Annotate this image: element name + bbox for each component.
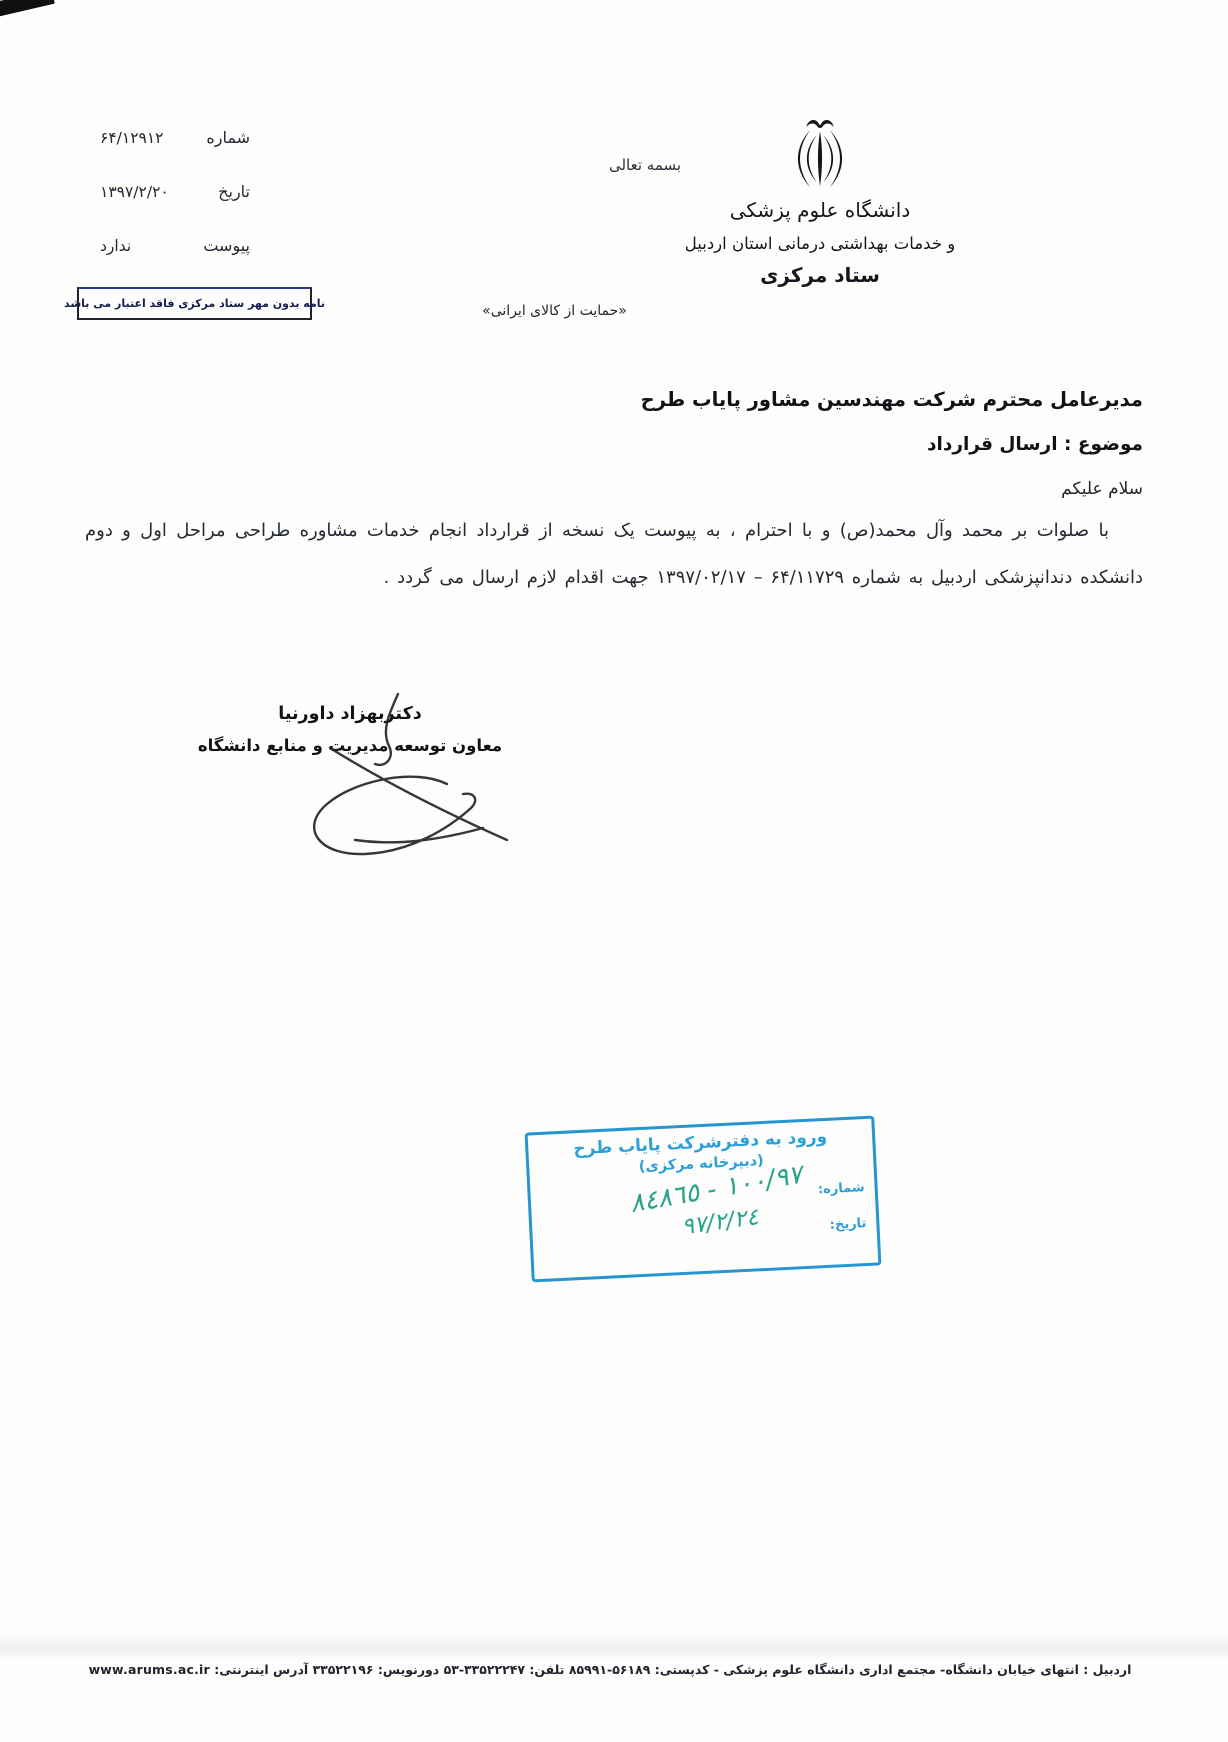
scan-smudge-band <box>0 1634 1228 1660</box>
iran-emblem-icon <box>784 116 856 196</box>
university-subtitle: و خدمات بهداشتی درمانی استان اردبیل <box>684 234 956 253</box>
footer-address: اردبیل : انتهای خیابان دانشگاه- مجتمع اداری دانشگاه علوم پزشکی - کدپستی: ۵۶۱۸۹-۸۵۹۹۱ تلفن: ۳۳۵۲۲۲۴۷-۵۳ دورنویس: ۳۳۵۲۲۱۹۶ آدرس اینترنتی: <box>214 1662 1132 1677</box>
letter-number-row <box>100 128 250 182</box>
recipient-line: مدیرعامل محترم شرکت مهندسین مشاور پایاب طرح <box>640 388 1143 411</box>
stamp-date-label: تاریخ: <box>829 1215 867 1233</box>
footer-url: www.arums.ac.ir <box>88 1662 210 1677</box>
body-paragraph: با صلوات بر محمد وآل محمد(ص) و با احترام ، به پیوست یک نسخه از قرارداد انجام خدمات مشاوره طراحی مراحل اول و دوم دانشکده دندانپزشکی اردبیل به شماره ۶۴/۱۱۷۲۹ – ۱۳۹۷/۰۲/۱۷ جهت اقدام لازم ارسال می گردد . <box>85 520 1143 588</box>
organization-header <box>650 116 990 287</box>
letter-attachment-row <box>100 236 250 290</box>
stamp-title: ورود به دفترشرکت پایاب طرح <box>572 1126 828 1160</box>
validity-note-text: نامه بدون مهر ستاد مرکزی فاقد اعتبار می باشد <box>63 297 326 310</box>
letter-date-row <box>100 182 250 236</box>
letter-attachment-label: پیوست <box>203 236 250 255</box>
signatory-title: معاون توسعه مدیریت و منابع دانشگاه <box>197 736 503 755</box>
footer-line <box>0 1662 1228 1677</box>
letter-meta-block <box>100 128 250 290</box>
letter-attachment-value: ندارد <box>100 237 132 255</box>
subject-line: موضوع : ارسال قرارداد <box>926 434 1143 455</box>
year-slogan: «حمایت از کالای ایرانی» <box>482 303 627 319</box>
stamp-subtitle: (دبیرخانه مرکزی) <box>638 1152 765 1176</box>
stamp-number-label: شماره: <box>817 1179 865 1197</box>
besmeleh-text: بسمه تعالی <box>608 156 682 174</box>
signatory-name: دکتربهزاد داورنیا <box>278 704 422 724</box>
greeting-line: سلام علیکم <box>1061 479 1143 499</box>
stamp-date-handwriting: ٩٧/٢/٢٤ <box>680 1204 761 1241</box>
letter-number-label: شماره <box>206 128 250 147</box>
letter-content <box>85 388 1143 601</box>
letter-date-label: تاریخ <box>218 182 250 201</box>
university-name: دانشگاه علوم پزشکی <box>729 198 911 222</box>
stamp-date-row <box>542 1204 867 1252</box>
validity-note-box <box>63 287 326 320</box>
entry-stamp <box>525 1116 882 1283</box>
letter-number-value: ۶۴/۱۲۹۱۲ <box>100 129 164 147</box>
letter-date-value: ۱۳۹۷/۲/۲۰ <box>100 183 169 201</box>
handwritten-signature <box>235 688 535 873</box>
stamp-number-handwriting: ١٠٠/٩٧ - ٨٤٨٦٥ <box>627 1159 805 1220</box>
scan-corner-artifact <box>0 0 55 18</box>
headquarters-title: ستاد مرکزی <box>760 263 880 287</box>
